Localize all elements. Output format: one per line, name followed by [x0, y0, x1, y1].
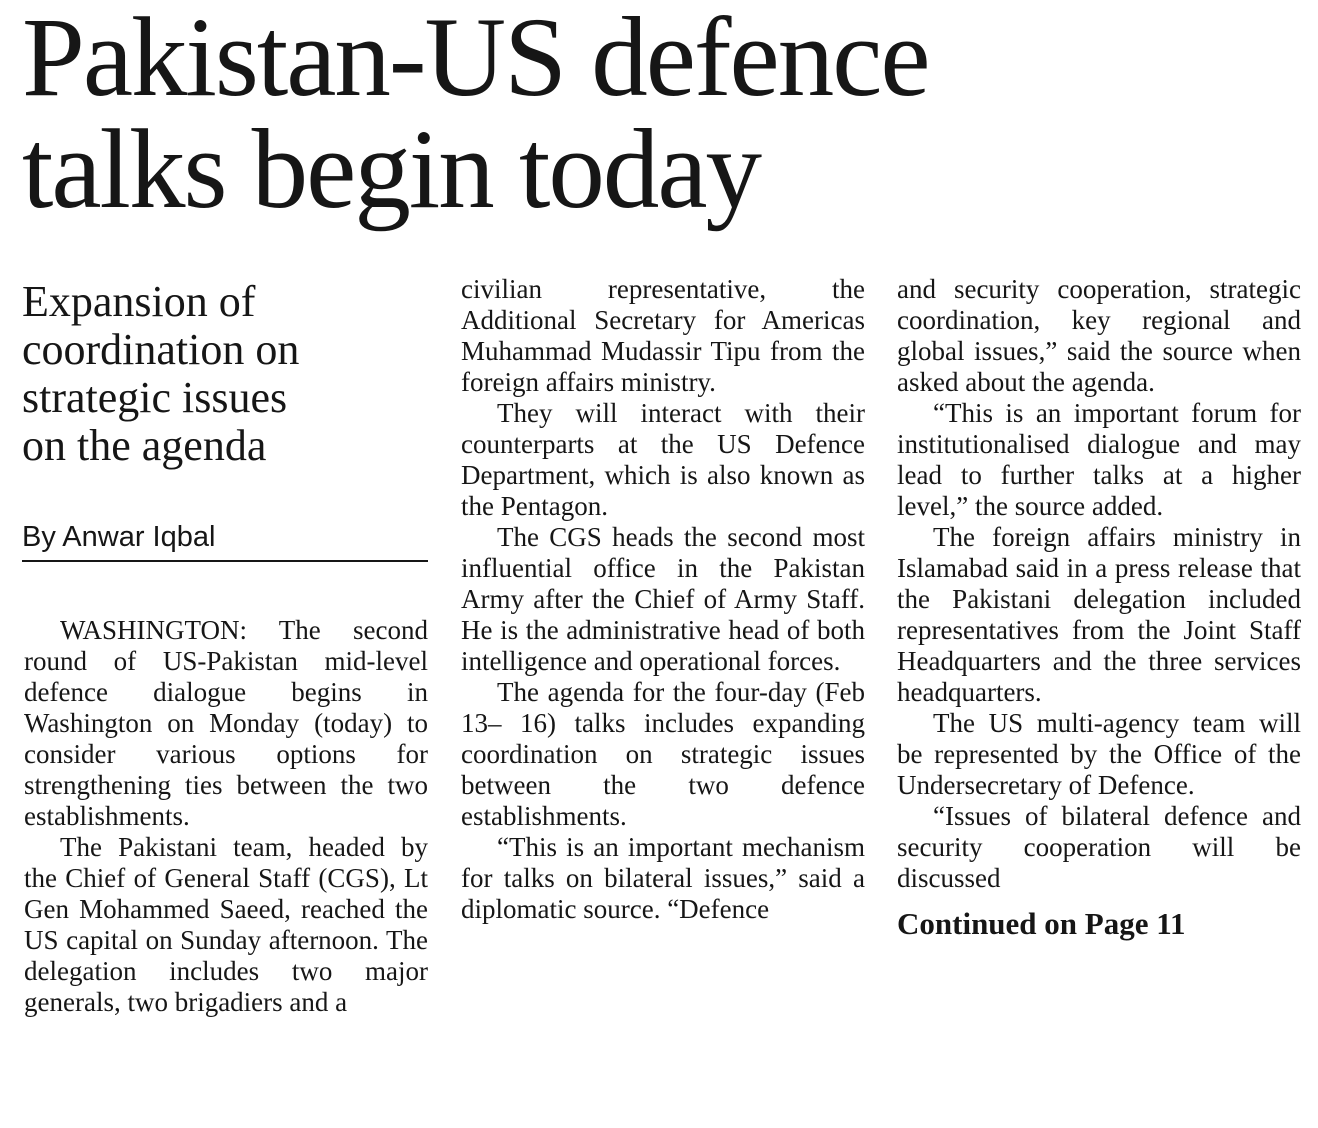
subheadline: [22, 278, 432, 470]
article-column-3: [897, 274, 1301, 942]
paragraph: “This is an important mechanism for talks on bilateral issues,” said a diplomatic source. “Defence: [461, 832, 865, 924]
headline-line-1: Pakistan-US defence: [22, 0, 929, 120]
paragraph: They will interact with their counterparts at the US Defence Department, which is also known as the Pentagon.: [461, 398, 865, 521]
paragraph: The CGS heads the second most influential office in the Pakistan Army after the Chief of Army Staff. He is the administrative head of both intelligence and operational forces.: [461, 522, 865, 676]
paragraph: The US multi-agency team will be represented by the Office of the Undersecretary of Defence.: [897, 708, 1301, 800]
paragraph: civilian representative, the Additional Secretary for Americas Muhammad Mudassir Tipu from the foreign affairs ministry.: [461, 274, 865, 397]
subheadline-line-3: strategic issues: [22, 373, 288, 422]
byline: By Anwar Iqbal: [22, 518, 428, 562]
paragraph: The foreign affairs ministry in Islamabad said in a press release that the Pakistani delegation included representatives from the Joint Staff Headquarters and the three services headquarters.: [897, 522, 1301, 707]
subheadline-line-2: coordination on: [22, 325, 300, 374]
article-column-1: [24, 615, 428, 1018]
paragraph: The Pakistani team, headed by the Chief of General Staff (CGS), Lt Gen Mohammed Saeed, reached the US capital on Sunday afternoon. The delegation includes two major generals, two brigadiers and a: [24, 832, 428, 1017]
continued-on-page-link[interactable]: Continued on Page 11: [897, 906, 1186, 941]
subheadline-line-4: on the agenda: [22, 421, 267, 470]
headline: [22, 0, 1302, 232]
paragraph: “Issues of bilateral defence and security cooperation will be discussed: [897, 801, 1301, 893]
article-column-2: [461, 274, 865, 925]
paragraph: “This is an important forum for institutionalised dialogue and may lead to further talks at a higher level,” the source added.: [897, 398, 1301, 521]
subheadline-line-1: Expansion of: [22, 277, 256, 326]
paragraph: WASHINGTON: The second round of US-Pakistan mid-level defence dialogue begins in Washington on Monday (today) to consider various options for strengthening ties between the two establishments.: [24, 615, 428, 831]
headline-line-2: talks begin today: [22, 107, 761, 232]
paragraph: The agenda for the four-day (Feb 13– 16) talks includes expanding coordination on strategic issues between the two defence establishments.: [461, 677, 865, 831]
paragraph: and security cooperation, strategic coordination, key regional and global issues,” said the source when asked about the agenda.: [897, 274, 1301, 397]
